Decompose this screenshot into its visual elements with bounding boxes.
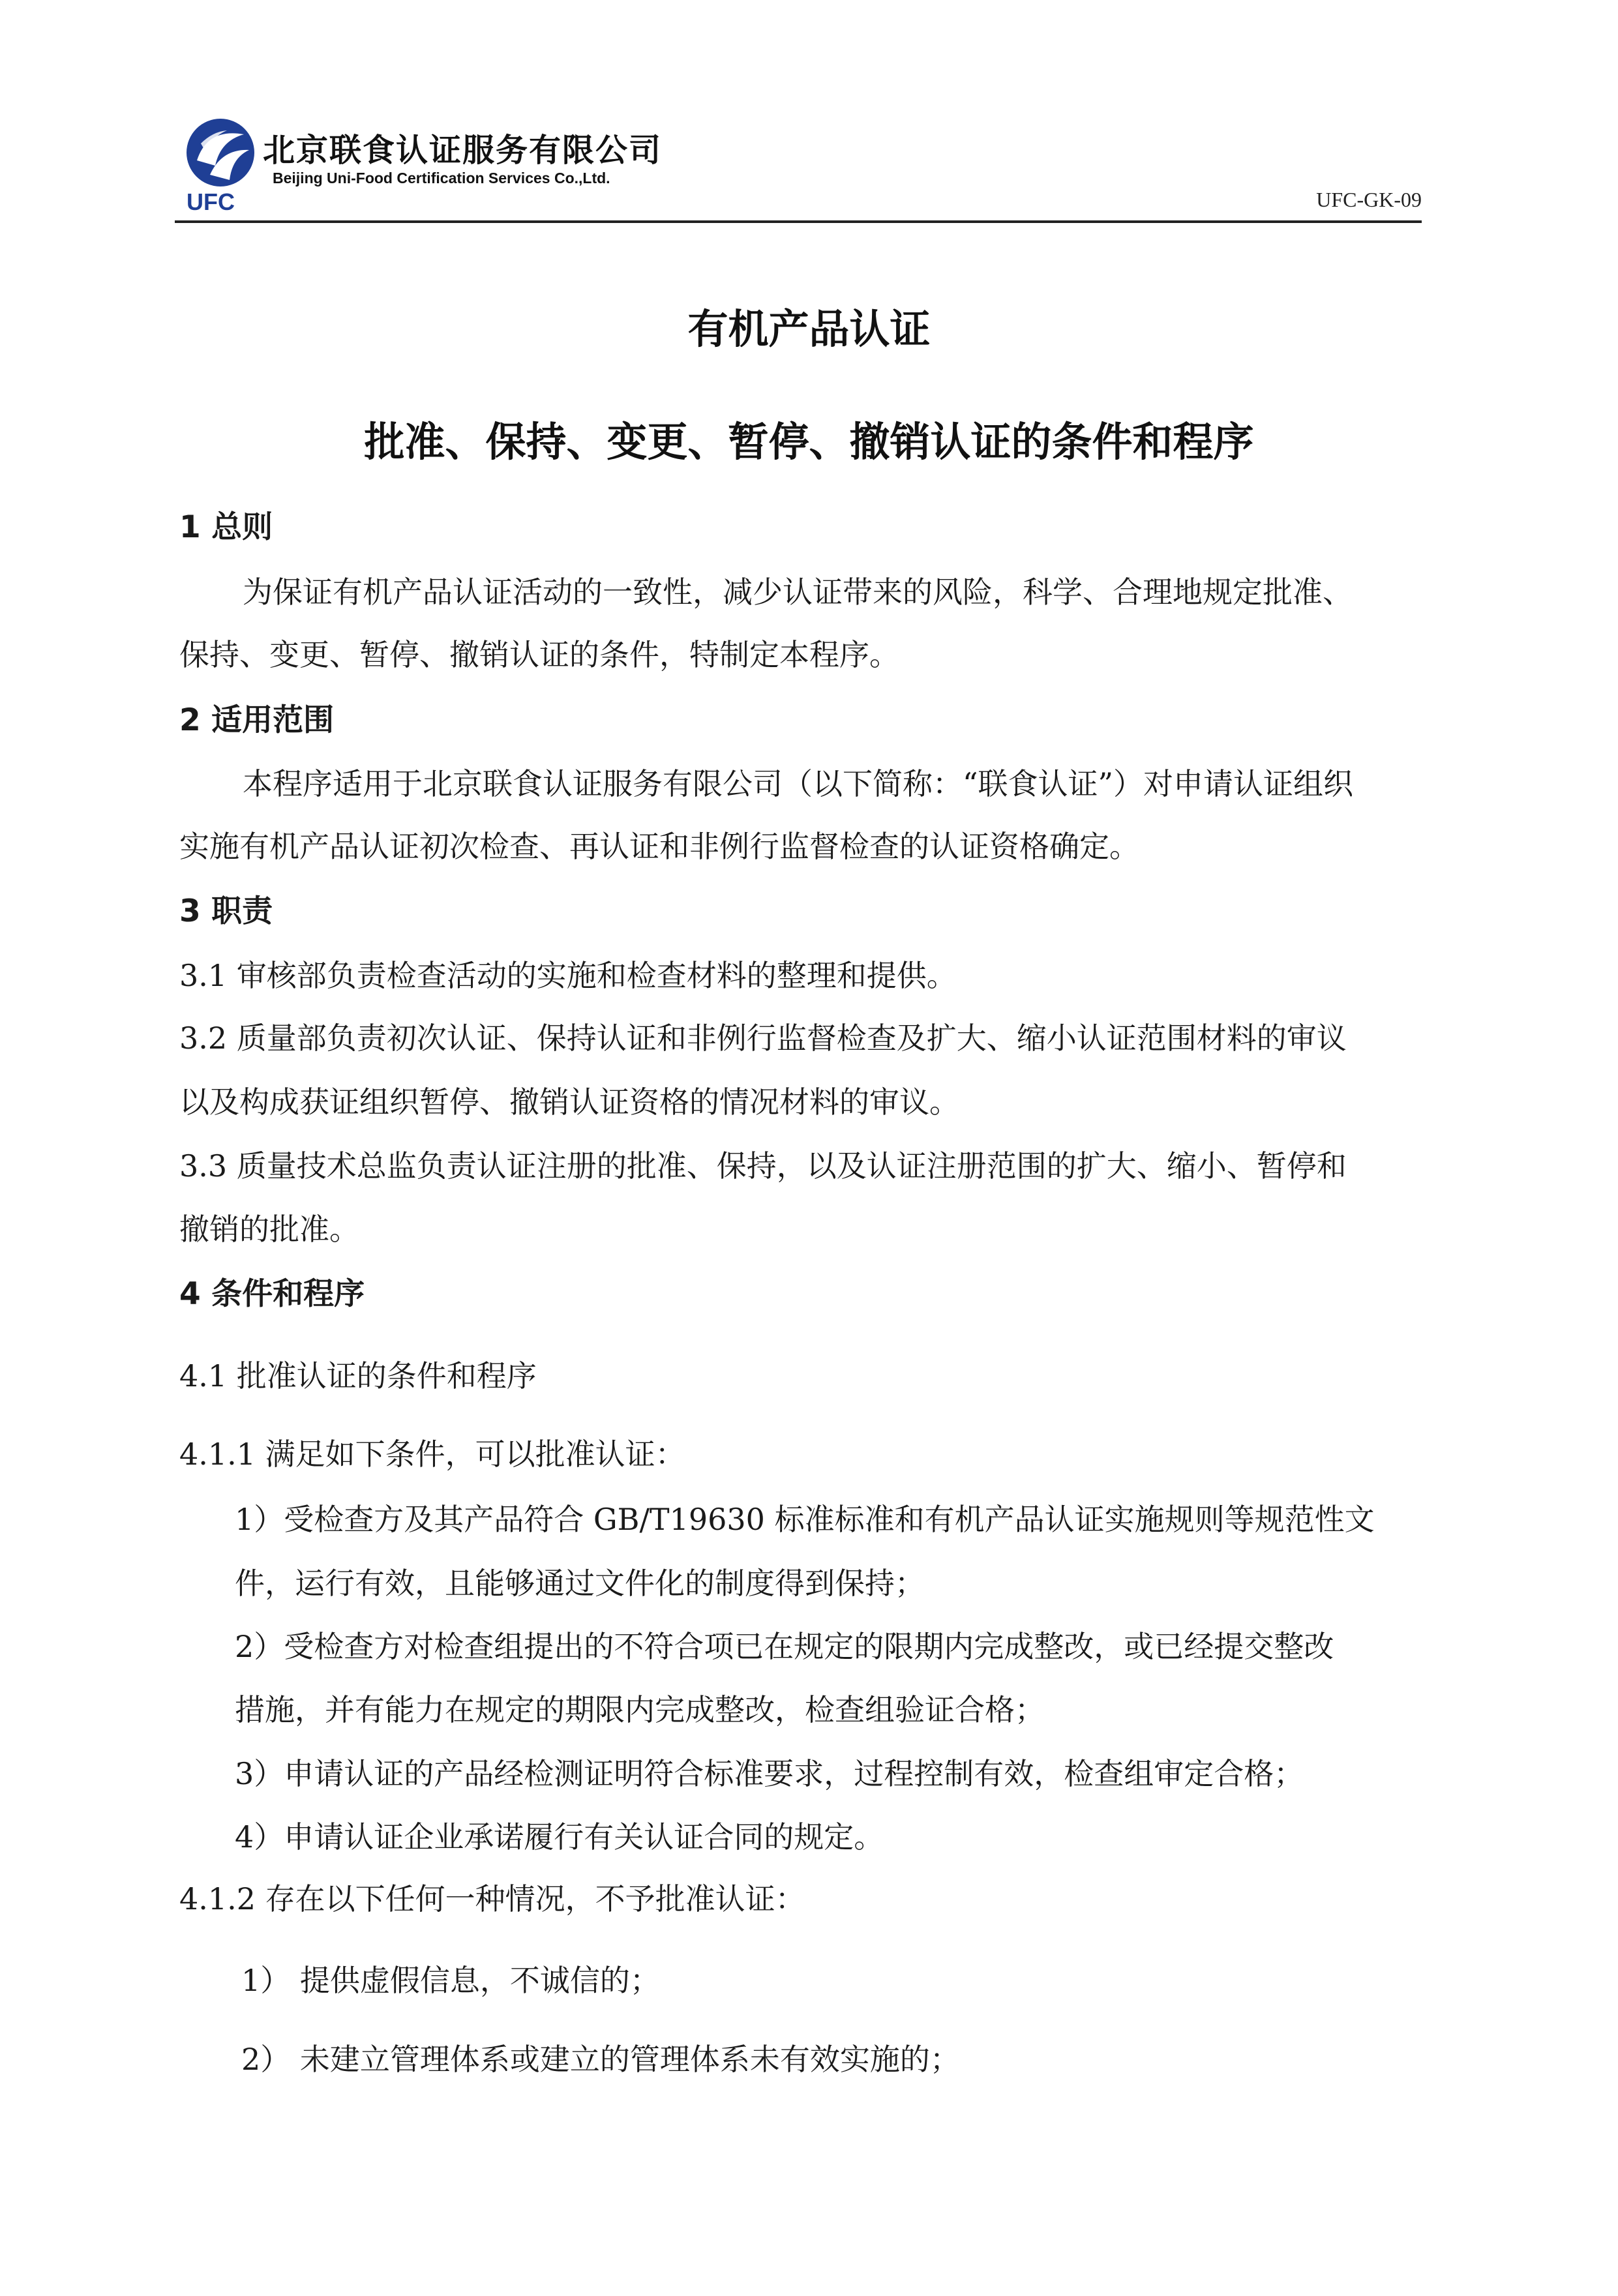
page-header (175, 111, 1422, 223)
section-1-paragraph-line-1: 为保证有机产品认证活动的一致性，减少认证带来的风险，科学、合理地规定批准、 (243, 574, 1353, 610)
document-subtitle: 批准、保持、变更、暂停、撤销认证的条件和程序 (364, 418, 1254, 466)
section-heading-3: 3 职责 (179, 893, 273, 929)
clause-4-1-2: 4.1.2 存在以下任何一种情况，不予批准认证： (179, 1881, 805, 1916)
ufc-logo-icon (181, 115, 258, 213)
disqualifier-1: 1） 提供虚假信息，不诚信的； (241, 1963, 660, 1998)
company-name-en: Beijing Uni-Food Certification Services Co.,Ltd. (273, 170, 610, 186)
section-1-paragraph-line-2: 保持、变更、暂停、撤销认证的条件，特制定本程序。 (179, 637, 899, 672)
section-heading-4: 4 条件和程序 (179, 1276, 365, 1312)
condition-2-line-1: 2）受检查方对检查组提出的不符合项已在规定的限期内完成整改，或已经提交整改 (235, 1629, 1334, 1664)
clause-3-1: 3.1 审核部负责检查活动的实施和检查材料的整理和提供。 (179, 958, 957, 993)
clause-4-1: 4.1 批准认证的条件和程序 (179, 1358, 537, 1394)
clause-4-1-1: 4.1.1 满足如下条件，可以批准认证： (179, 1437, 685, 1472)
document-code: UFC-GK-09 (1316, 188, 1422, 211)
section-2-paragraph-line-2: 实施有机产品认证初次检查、再认证和非例行监督检查的认证资格确定。 (179, 829, 1139, 864)
clause-3-3-line-2: 撤销的批准。 (179, 1212, 359, 1247)
condition-2-line-2: 措施，并有能力在规定的期限内完成整改，检查组验证合格； (235, 1692, 1045, 1727)
clause-3-2-line-2: 以及构成获证组织暂停、撤销认证资格的情况材料的审议。 (179, 1084, 959, 1120)
company-name-cn: 北京联食认证服务有限公司 (263, 132, 663, 169)
clause-3-3-line-1: 3.3 质量技术总监负责认证注册的批准、保持，以及认证注册范围的扩大、缩小、暂停和 (179, 1148, 1347, 1184)
section-2-paragraph-line-1: 本程序适用于北京联食认证服务有限公司（以下简称：“联食认证”）对申请认证组织 (243, 766, 1354, 801)
section-heading-2: 2 适用范围 (179, 702, 335, 738)
condition-1-line-2: 件，运行有效，且能够通过文件化的制度得到保持； (235, 1566, 925, 1601)
disqualifier-2: 2） 未建立管理体系或建立的管理体系未有效实施的； (241, 2042, 960, 2077)
condition-3: 3）申请认证的产品经检测证明符合标准要求，过程控制有效，检查组审定合格； (235, 1756, 1304, 1791)
condition-1-line-1: 1）受检查方及其产品符合 GB/T19630 标准标准和有机产品认证实施规则等规范性文 (235, 1502, 1375, 1537)
clause-3-2-line-1: 3.2 质量部负责初次认证、保持认证和非例行监督检查及扩大、缩小认证范围材料的审议 (179, 1021, 1347, 1056)
section-heading-1: 1 总则 (179, 509, 273, 545)
logo-text: UFC (187, 188, 235, 213)
document-title: 有机产品认证 (687, 305, 931, 353)
condition-4: 4）申请认证企业承诺履行有关认证合同的规定。 (235, 1819, 884, 1855)
